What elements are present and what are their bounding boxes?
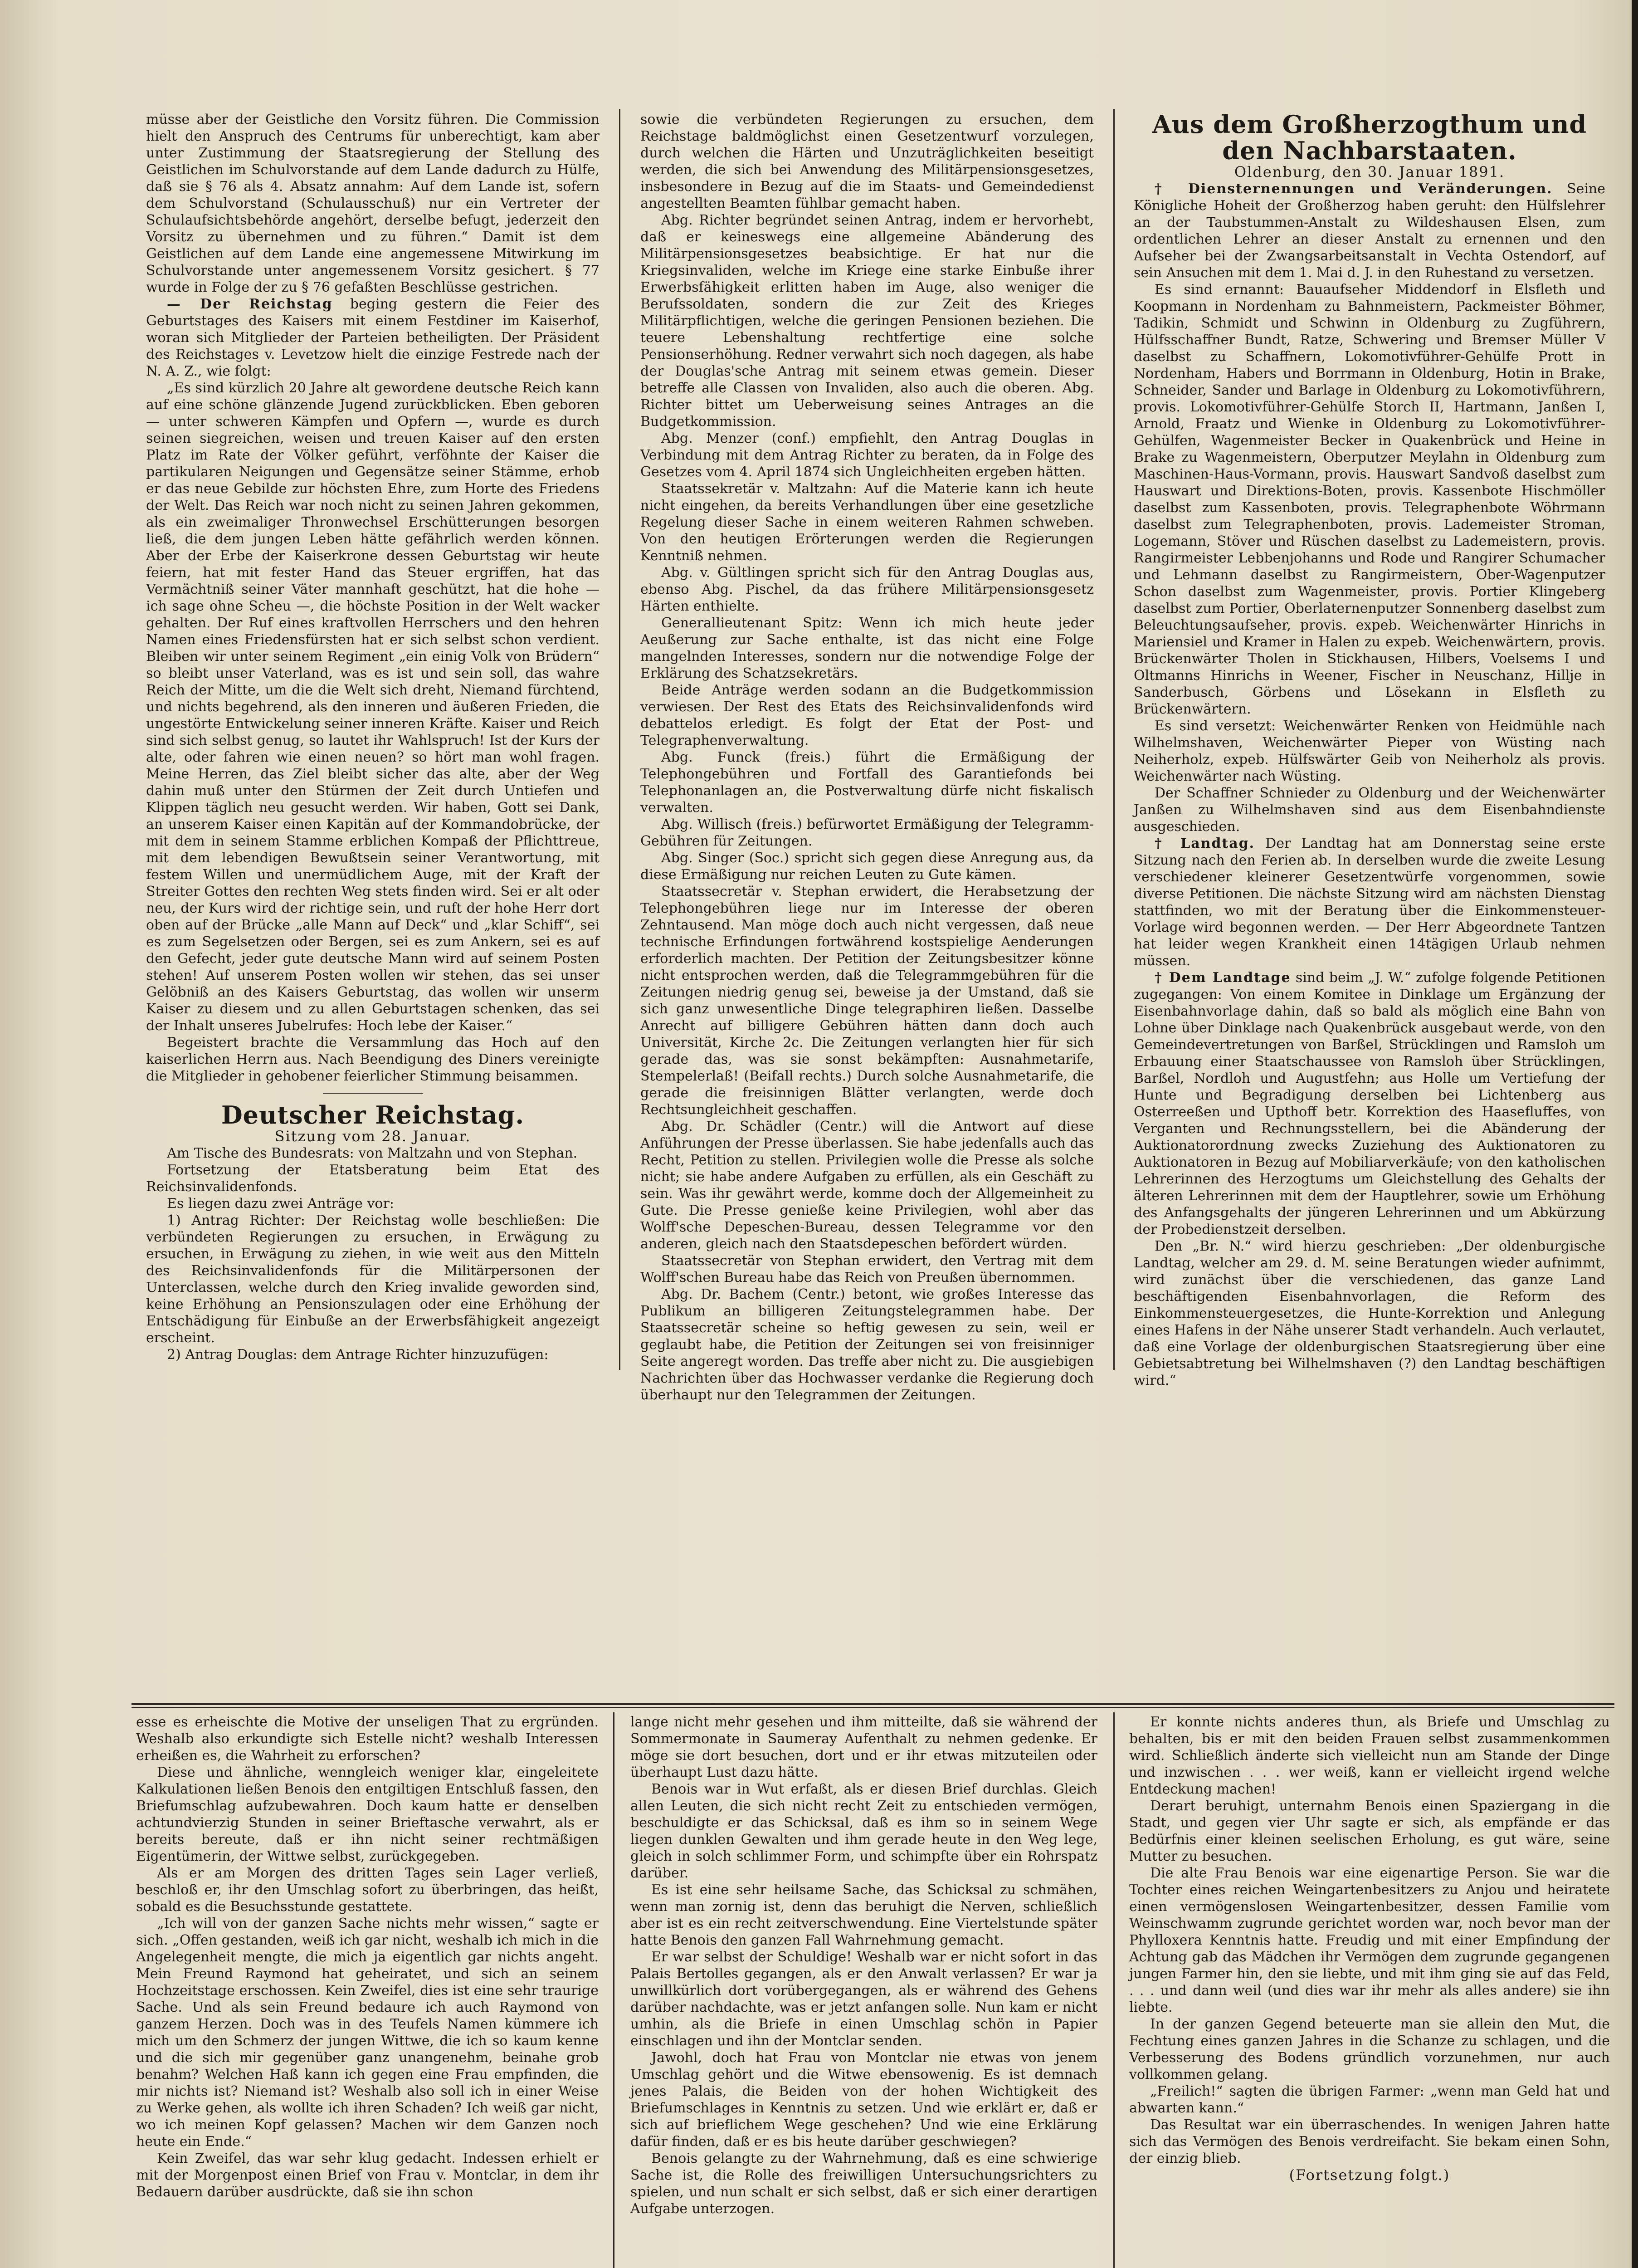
- section-lead: † Landtag.: [1155, 836, 1255, 851]
- paragraph: Jawohl, doch hat Frau von Montclar nie etwas von jenem Umschlag gehört und die Witwe ebensowenig. Es ist demnach jenes Palais, die Beiden von der hohen Wichtigkeit des Briefumschlages in Kenntnis zu setzen. Und wie erklärt er, daß er sich auf brieflichem Wege geschehen? Und wie eine Erklärung dafür finden, daß er es bis heute darüber geschwiegen?: [630, 2050, 1097, 2150]
- paragraph: Abg. Dr. Schädler (Centr.) will die Antwort auf diese Anführungen der Presse überlassen. Sie habe jedenfalls auch das Recht, Petition zu stellen. Privilegien wolle die Presse als solche nicht; sie habe andere Aufgaben zu erfüllen, als ein Geschäft zu sein. Was ihr gewährt werde, komme doch der Allgemeinheit zu Gute. Die Presse genieße keine Privilegien, wohl aber das Wolff'sche Depeschen-Bureau, dessen Telegramme vor den anderen, gleich nach den Staatsdepeschen befördert würden.: [640, 1119, 1094, 1252]
- paragraph: Als er am Morgen des dritten Tages sein Lager verließ, beschloß er, ihr den Umschlag sofort zu überbringen, das heißt, sobald es die Besuchsstunde gestattete.: [136, 1865, 599, 1915]
- column-rule: [613, 1712, 614, 2268]
- paragraph: Abg. Richter begründet seinen Antrag, indem er hervorhebt, daß er keineswegs eine allgemeine Abänderung des Militärpensionsgesetzes beabsichtige. Er hat nur die Kriegsinvaliden, welche im Kriege eine starke Einbuße ihrer Erwerbsfähigkeit erlitten haben im Auge, also weniger die Berufssoldaten, sondern die zur Zeit des Krieges Militärpflichtigen, welche die geringen Pensionen beziehen. Die teuere Lebenshaltung rechtfertige eine solche Pensionserhöhung. Redner verwahrt sich noch dagegen, als habe der Douglas'sche Antrag mit seinem etwas gemein. Dieser betreffe alle Classen von Invaliden, also auch die oberen. Abg. Richter bittet um Ueberweisung seines Antrages an die Budgetkommission.: [640, 212, 1094, 430]
- paragraph: 1) Antrag Richter: Der Reichstag wolle beschließen: Die verbündeten Regierungen zu ersuchen, in Erwägung zu ersuchen, in Erwägung zu ziehen, in wie weit aus den Mitteln des Reichsinvalidenfonds für die Militärpersonen der Unterclassen, welche durch den Krieg invalide geworden sind, keine Erhöhung an Pensionszulagen oder eine Erhöhung der Entschädigung für Einbuße an der Erwerbsfähigkeit angezeigt erscheint.: [146, 1212, 600, 1346]
- paragraph: Diese und ähnliche, wenngleich weniger klar, eingeleitete Kalkulationen ließen Benois den entgiltigen Entschluß fassen, den Briefumschlag aufzubewahren. Doch kaum hatte er denselben achtundvierzig Stunden in seiner Brieftasche verwahrt, als er bereits bereute, daß er ihn nicht seiner rechtmäßigen Eigentümerin, der Wittwe selbst, zurückgegeben.: [136, 1765, 599, 1864]
- feuilleton-rule: [132, 1703, 1614, 1708]
- paragraph: Der Schaffner Schnieder zu Oldenburg und der Weichenwärter Janßen zu Wilhelmshaven sind aus dem Eisenbahndienste ausgeschieden.: [1134, 785, 1605, 835]
- sitting-date: Sitzung vom 28. Januar.: [274, 1128, 471, 1145]
- paragraph: In der ganzen Gegend beteuerte man sie allein den Mut, die Fechtung eines ganzen Jahres in die Schanze zu schlagen, und die Verbesserung des Bodens gründlich vorzunehmen, nur auch vollkommen gelang.: [1129, 2016, 1610, 2082]
- continuation-note: (Fortsetzung folgt.): [1289, 2166, 1450, 2184]
- paragraph: Staatssecretär v. Stephan erwidert, die Herabsetzung der Telephongebühren liege nur im Interesse der oberen Zehntausend. Man möge doch auch nicht vergessen, daß neue technische Erfindungen fortwährend kostspielige Aenderungen erforderlich machten. Der Petition der Zeitungsbesitzer könne nicht entsprochen werden, daß die Telegrammgebühren für die Zeitungen niedrig genug sei, beweise ja der Umstand, daß sie sich ganz unwesentliche Dinge telegraphiren ließen. Dasselbe Anrecht auf billigere Gebühren hätten dann doch auch Universität, Kirche 2c. Die Zeitungen verlangten hier für sich gerade das, was sie sonst bekämpften: Ausnahmetarife, Stempelerlaß! (Beifall rechts.) Durch solche Ausnahmetarife, die gerade die freisinnigen Blätter verlangten, werde doch Rechtsungleichheit geschaffen.: [640, 884, 1094, 1118]
- paragraph-text: Der Landtag hat am Donnerstag seine erste Sitzung nach den Ferien ab. In derselben wurde die zweite Lesung verschiedener kleinerer Gesetzentwürfe vorgenommen, sowie diverse Petitionen. Die nächste Sitzung wird am nächsten Dienstag stattfinden, wo mit der Beratung über die Einkommensteuer-Vorlage wird begonnen werden. — Der Herr Abgeordnete Tantzen hat leider wegen Krankheit einen 14tägigen Urlaub nehmen müssen.: [1134, 836, 1605, 969]
- paragraph: Die alte Frau Benois war eine eigenartige Person. Sie war die Tochter eines reichen Weingartenbesitzers zu Anjou und heiratete einen vermögenslosen Weingartenbesitzer, dessen Familie vom Weinschwamm zugrunde gerichtet worden war, noch bevor man der Phylloxera Kenntnis hatte. Freudig und mit einer Empfindung der Achtung gab das Mädchen ihr Vermögen dem zugrunde gegangenen jungen Farmer hin, den sie liebte, und mit ihm ging sie auf das Feld, . . . und dann weil (und dies war ihr mehr als alles andere) sie ihn liebte.: [1129, 1865, 1610, 2015]
- paragraph: Kein Zweifel, das war sehr klug gedacht. Indessen erhielt er mit der Morgenpost einen Brief von Frau v. Montclar, in dem ihr Bedauern darüber ausdrückte, daß sie ihn schon: [136, 2151, 599, 2200]
- column-right: [1134, 110, 1606, 1388]
- paragraph: Staatssekretär v. Maltzahn: Auf die Materie kann ich heute nicht eingehen, da bereits Verhandlungen über eine gesetzliche Regelung dieser Sache in einem weiteren Rahmen schweben. Von den heutigen Erörterungen werden die Regierungen Kenntniß nehmen.: [640, 481, 1094, 564]
- section-title: Aus dem Großherzogthum und den Nachbarstaaten.: [1152, 110, 1587, 165]
- paragraph: „Es sind kürzlich 20 Jahre alt gewordene deutsche Reich kann auf eine schöne glänzende Jugend zurückblicken. Eben geboren — unter schweren Kämpfen und Opfern —, wurde es durch seinen siegreichen, weisen und treuen Kaiser auf den ersten Platz im Rate der Völker geführt, verföhnte der Kaiser die partikularen Neigungen und Gegensätze seiner Stämme, erhob er das neue Gebilde zur höchsten Ehre, zum Horte des Friedens der Welt. Das Reich war noch nicht zu seinen Jahren gekommen, als ein zweimaliger Thronwechsel Erschütterungen besorgen ließ, die dem jungen Leben hätte gefährlich werden können. Aber der Erbe der Kaiserkrone dessen Geburtstag wir heute feiern, hat mit fester Hand das Steuer ergriffen, hat das Vermächtniß seiner Väter mannhaft geschützt, hat die hohe — ich sage ohne Scheu —, die höchste Position in der Welt wacker gehalten. Der Ruf eines kraftvollen Herrschers und den hehren Namen eines Friedensfürsten hat er sich selbst schon verdient. Bleiben wir unter seinem Regiment „ein einig Volk von Brüdern“ so bleibt unser Vaterland, was es ist und sein soll, das wahre Reich der Mitte, um die die Welt sich dreht, Niemand fürchtend, und nichts begehrend, als den inneren und äußeren Frieden, die ungestörte Entwickelung seiner inneren Kräfte. Kaiser und Reich sind sich selbst genug, so lautet ihr Wahlspruch! Ist der Kurs der alte, oder fahren wie einen neuen? so hört man wohl fragen. Meine Herren, das Ziel bleibt sicher das alte, aber der Weg dahin muß unter den Stürmen der Zeit durch Untiefen und Klippen täglich neu gesucht werden. Wir haben, Gott sei Dank, an unserem Kaiser einen Kapitän auf der Kommandobrücke, der mit dem in seinem Stamme erblichen Kompaß der Pflichttreue, mit dem lebendigen Bewußtsein seiner Verantwortung, mit festem Willen und unermüdlichem Auge, mit der Kraft der Streiter Gottes den rechten Weg stets finden wird. Sei er alt oder neu, der Kurs wird der richtige sein, und ruft der hohe Herr dort oben auf der Brücke „alle Mann auf Deck“ und „klar Schiff“, sei es zum Segelsetzen oder Bergen, sei es zum Ankern, sei es auf den Gefecht, jeder gute deutsche Mann wird auf seinem Posten stehen! Auf unserem Posten wollen wir stehen, das sei unser Gelöbniß an des Kaisers Geburtstag, das wollen wir unserm Kaiser zu diesem und zu allen Geburtstagen schenken, das sei der Inhalt unseres Jubelrufes: Hoch lebe der Kaiser.“: [146, 380, 600, 1034]
- paragraph: Generallieutenant Spitz: Wenn ich mich heute jeder Aeußerung zur Sache enthalte, ist das nicht eine Folge mangelnden Interesses, sondern nur die notwendige Folge der Erklärung des Schatzsekretärs.: [640, 615, 1094, 681]
- section-title: Deutscher Reichstag.: [221, 1100, 525, 1129]
- paragraph: Benois war in Wut erfaßt, als er diesen Brief durchlas. Gleich allen Leuten, die sich nicht recht Zeit zu entschieden vermögen, beschuldigte er das Schicksal, daß es ihm so in seinem Wege liegen dunklen Gewalten und ihm gerade heute in den Weg lege, gleich in solch schlimmer Form, und schimpfte über ein Rohrspatz darüber.: [630, 1781, 1097, 1881]
- paragraph: Abg. Dr. Bachem (Centr.) betont, wie großes Interesse das Publikum an billigeren Zeitungstelegrammen habe. Der Staatssecretär scheine so heftig gewesen zu sein, weil er geglaubt habe, die Petition der Zeitungen sei von freisinniger Seite angeregt worden. Das treffe aber nicht zu. Die ausgiebigen Nachrichten über das Hochwasser verdanke die Regierung doch überhaupt nur den Telegrammen der Zeitungen.: [640, 1286, 1094, 1403]
- paragraph-text: beging gestern die Feier des Geburtstages des Kaisers mit einem Festdiner im Kaiserhof, woran sich Mitglieder der Parteien betheiligten. Der Präsident des Reichstages v. Levetzow hielt die einzige Festrede nach der N. A. Z., wie folgt:: [146, 296, 600, 379]
- paragraph: Es ist eine sehr heilsame Sache, das Schicksal zu schmähen, wenn man zornig ist, denn das beruhigt die Nerven, schließlich aber ist es ein recht zeitverschwendung. Eine Viertelstunde später hatte Benois den ganzen Fall Wahrnehmung gemacht.: [630, 1882, 1097, 1948]
- paragraph: sowie die verbündeten Regierungen zu ersuchen, dem Reichstage baldmöglichst einen Gesetzentwurf vorzulegen, durch welchen die Härten und Unzuträglichkeiten beseitigt werden, die sich bei Anwendung des Militärpensionsgesetzes, insbesondere in Bezug auf die im Staats- und Gemeindedienst angestellten Beamten fühlbar gemacht haben.: [640, 112, 1094, 211]
- paragraph: [146, 296, 600, 380]
- paragraph: lange nicht mehr gesehen und ihm mitteilte, daß sie während der Sommermonate in Saumeray Aufenthalt zu nehmen gedenke. Er möge sie dort besuchen, dort und er ihr etwas mitzuteilen oder überhaupt Lust dazu hätte.: [630, 1714, 1097, 1780]
- divider: [323, 1093, 423, 1094]
- paragraph: esse es erheischte die Motive der unseligen That zu ergründen. Weshalb also erkundigte sich Estelle nicht? weshalb Interessen erheißen es, die Wahrheit zu erforschen?: [136, 1714, 599, 1764]
- feuilleton-column-3: [1129, 1714, 1610, 2268]
- column-rule: [1113, 109, 1115, 1370]
- paragraph: Fortsetzung der Etatsberatung beim Etat des Reichsinvalidenfonds.: [146, 1162, 600, 1195]
- paragraph: Er war selbst der Schuldige! Weshalb war er nicht sofort in das Palais Bertolles gegangen, als er den Anwalt verlassen? Er war ja unwillkürlich dort vorübergegangen, als er während des Gehens darüber nachdachte, was er jetzt anfangen solle. Nun kam er nicht umhin, als die Briefe in einen Umschlag schön in Papier einschlagen und ihn der Montclar senden.: [630, 1949, 1097, 2049]
- section-lead: — Der Reichstag: [167, 296, 333, 312]
- paragraph-text: sind beim „J. W.“ zufolge folgende Petitionen zugegangen: Von einem Komitee in Dinklage um Ergänzung der Eisenbahnvorlage dahin, daß so bald als möglich eine Bahn von Lohne über Dinklage nach Quakenbrück ausgebaut werde, von den Gemeindevertretungen von Barßel, Strücklingen und Ramsloh um Erbauung einer Staatschaussee von Ramsloh über Strücklingen, Barßel, Nordloh und Augustfehn; aus Holle um Vertiefung der Hunte und Begradigung derselben bei Lichtenberg aus Osterreeßen und Upthoff betr. Korrektion des Haasefluffes, von Verganten und Rechnungsstellern, bei die Abänderung der Auktionatorordnung zwecks Zuziehung des Auktionatoren zu Auktionatoren in Bezug auf Mobiliarverkäufe; von den katholischen Lehrerinnen des Herzogtums um Gleichstellung des Gehalts der älteren Lehrerinnen mit dem der Hauptlehrer, sowie um Erhöhung des Anfangsgehalts der jüngeren Lehrerinnen und um Abkürzung der Probedienstzeit derselben.: [1134, 970, 1605, 1237]
- paragraph: „Freilich!“ sagten die übrigen Farmer: „wenn man Geld hat und abwarten kann.“: [1129, 2083, 1610, 2116]
- column-rule: [619, 109, 620, 1370]
- section-lead: † Dem Landtage: [1155, 970, 1291, 986]
- feuilleton-column-2: [630, 1714, 1097, 2268]
- paragraph: Derart beruhigt, unternahm Benois einen Spaziergang in die Stadt, und gegen vier Uhr sagte er sich, als empfände er das Bedürfnis einer kleinen seelischen Erholung, es gut wäre, seine Mutter zu besuchen.: [1129, 1798, 1610, 1864]
- paragraph: Staatssecretär von Stephan erwidert, den Vertrag mit dem Wolff'schen Bureau habe das Reich von Preußen übernommen.: [640, 1253, 1094, 1286]
- paragraph: Abg. Funck (freis.) führt die Ermäßigung der Telephongebühren und Fortfall des Garantiefonds bei Telephonanlagen an, die Postverwaltung dürfe nicht fiskalisch verwalten.: [640, 749, 1094, 816]
- paragraph: 2) Antrag Douglas: dem Antrage Richter hinzuzufügen:: [167, 1347, 549, 1363]
- paragraph: „Ich will von der ganzen Sache nichts mehr wissen,“ sagte er sich. „Offen gestanden, weiß ich gar nicht, weshalb ich mich in die Angelegenheit mengte, die mich ja eigentlich gar nichts angeht. Mein Freund Raymond hat geheiratet, und sich an seinem Hochzeitstage erschossen. Kein Zweifel, dies ist eine sehr traurige Sache. Und als sein Freund bedaure ich auch Raymond von ganzem Herzen. Doch was in des Teufels Namen kümmere ich mich um den Schmerz der jungen Wittwe, die ich so kaum kenne und die sich mir gegenüber ganz unangenehm, beinahe grob benahm? Welchen Haß kann ich gegen eine Frau empfinden, die mir nichts ist? Niemand ist? Weshalb also soll ich in einer Weise zu Werke gehen, als wollte ich ihren Schaden? Ich weiß gar nicht, wo ich meinen Kopf gelassen? Machen wir dem Ganzen noch heute ein Ende.“: [136, 1916, 599, 2150]
- paragraph: Abg. Menzer (conf.) empfiehlt, den Antrag Douglas in Verbindung mit dem Antrag Richter zu beraten, da in Folge des Gesetzes vom 4. April 1874 sich Ungleichheiten ergeben hätten.: [640, 430, 1094, 480]
- paragraph: Am Tische des Bundesrats: von Maltzahn und von Stephan.: [167, 1145, 578, 1161]
- paragraph-text: Seine Königliche Hoheit der Großherzog haben geruht: den Hülfslehrer an der Taubstummen-Anstalt zu Wildeshausen Elsen, zum ordentlichen Lehrer an dieser Anstalt zu ernennen und den Aufseher bei der Zwangsarbeitsanstalt in Vechta Ostendorf, auf sein Ansuchen mit dem 1. Mai d. J. in den Ruhestand zu versetzen.: [1134, 181, 1605, 281]
- column-rule: [1113, 1712, 1115, 2268]
- column-left: [146, 111, 600, 1363]
- dateline: Oldenburg, den 30. Januar 1891.: [1234, 163, 1505, 181]
- feuilleton-column-1: [136, 1714, 599, 2268]
- paragraph: Abg. Singer (Soc.) spricht sich gegen diese Anregung aus, da diese Ermäßigung nur reichen Leuten zu Gute kämen.: [640, 850, 1094, 883]
- paragraph: Beide Anträge werden sodann an die Budgetkommission verwiesen. Der Rest des Etats des Reichsinvalidenfonds wird debattelos erledigt. Es folgt der Etat der Post- und Telegraphenverwaltung.: [640, 682, 1094, 748]
- paragraph: Er konnte nichts anderes thun, als Briefe und Umschlag zu behalten, bis er mit den beiden Frauen selbst zusammenkommen wird. Schließlich änderte sich vielleicht nun am Stande der Dinge und inzwischen . . . wer weiß, kann er vielleicht irgend welche Entdeckung machen!: [1129, 1714, 1610, 1797]
- paragraph: [1134, 969, 1605, 1238]
- paragraph: [1134, 181, 1605, 281]
- paragraph: müsse aber der Geistliche den Vorsitz führen. Die Commission hielt den Anspruch des Centrums für unberechtigt, kam aber unter Zustimmung der Staatsregierung der Stellung des Geistlichen im Schulvorstande auf dem Lande dadurch zu Hülfe, daß sie § 76 als 4. Absatz annahm: Auf dem Lande ist, sofern dem Schulvorstand (Schulausschuß) nur ein Vertreter der Schulaufsichtsbehörde angehört, derselbe befugt, jederzeit den Vorsitz zu übernehmen und zu führen.“ Damit ist dem Geistlichen auf dem Lande eine angemessene Mitwirkung im Schulvorstande unter angemessenem Vorsitz gesichert. § 77 wurde in Folge der zu § 76 gefaßten Beschlüsse gestrichen.: [146, 112, 600, 295]
- section-lead: † Diensternennungen und Veränderungen.: [1155, 181, 1553, 197]
- column-middle: [640, 111, 1094, 1403]
- paragraph: Es sind versetzt: Weichenwärter Renken von Heidmühle nach Wilhelmshaven, Weichenwärter Pieper von Wüsting nach Neiherholz, expeb. Hülfswärter Geib von Neiherholz als provis. Weichenwärter nach Wüsting.: [1134, 718, 1605, 784]
- paragraph: Abg. v. Gültlingen spricht sich für den Antrag Douglas aus, ebenso Abg. Pischel, da das frühere Militärpensionsgesetz Härten enthielte.: [640, 565, 1094, 614]
- paragraph: Es liegen dazu zwei Anträge vor:: [167, 1196, 394, 1212]
- paragraph: Es sind ernannt: Bauaufseher Middendorf in Elsfleth und Koopmann in Nordenham zu Bahnmeistern, Packmeister Böhmer, Tadikin, Schmidt und Schwinn in Oldenburg zu Zugführern, Hülfsschaffner Bundt, Ratze, Schwering und Bremser Müller V daselbst zu Schaffnern, Lokomotivführer-Gehülfe Prott in Nordenham, Habers und Borrmann in Oldenburg, Hotin in Brake, Schneider, Sander und Barlage in Oldenburg zu Lokomotivführern, provis. Lokomotivführer-Gehülfe Storch II, Hartmann, Janßen I, Arnold, Fraatz und Wienke in Oldenburg zu Lokomotivführer-Gehülfen, Wagenmeister Becker in Quakenbrück und Heine in Brake zu Wagenmeistern, Oberputzer Meylahn in Oldenburg zum Maschinen-Haus-Vormann, provis. Hauswart Sandvoß daselbst zum Hauswart und Direktions-Boten, provis. Kassenbote Hischmöller daselbst zum Kassenboten, provis. Telegraphenbote Wöhrmann daselbst zum Telegraphenboten, provis. Lademeister Stroman, Logemann, Stöver und Rüschen daselbst zu Lademeistern, provis. Rangirmeister Lebbenjohanns und Rode und Rangirer Schumacher und Lehmann daselbst zu Rangirmeistern, Ober-Wagenputzer Schon daselbst zum Wagenmeister, provis. Portier Klingeberg daselbst zum Portier, Oberlaternenputzer Sonnenberg daselbst zum Beleuchtungsaufseher, provis. expeb. Weichenwärter Hinrichs in Mariensiel und Kramer in Halen zu expeb. Weichenwärtern, provis. Brückenwärter Tholen in Stickhausen, Hilbers, Voelsems I und Oltmanns Hinrichs in Weener, Fischer in Neuschanz, Hillje in Sanderbusch, Görbens und Lösekann in Elsfleth zu Brückenwärtern.: [1134, 282, 1605, 717]
- paragraph: Den „Br. N.“ wird hierzu geschrieben: „Der oldenburgische Landtag, welcher am 29. d. M. seine Beratungen wieder aufnimmt, wird zunächst über die verschiedenen, das ganze Land beschäftigenden Eisenbahnvorlagen, die Reform des Einkommensteuergesetzes, die Hunte-Korrektion und Anlegung eines Hafens in der Nähe unserer Stadt verhandeln. Auch verlautet, daß eine Vorlage der oldenburgischen Staatsregierung über eine Gebietsabtretung bei Wilhelmshaven (?) den Landtag beschäftigen wird.“: [1134, 1238, 1606, 1388]
- paragraph: Das Resultat war ein überraschendes. In wenigen Jahren hatte sich das Vermögen des Benois verdreifacht. Sie bekam einen Sohn, der einzig blieb.: [1129, 2117, 1610, 2166]
- page-edge-shadow: [1632, 0, 1638, 2268]
- paragraph: [1134, 835, 1605, 969]
- paragraph: Begeistert brachte die Versammlung das Hoch auf den kaiserlichen Herrn aus. Nach Beendigung des Diners vereinigte die Mitglieder in gehobener feierlicher Stimmung beisammen.: [146, 1035, 600, 1084]
- paragraph: Benois gelangte zu der Wahrnehmung, daß es eine schwierige Sache ist, die Rolle des freiwilligen Untersuchungsrichters zu spielen, und nun schalt er sich selbst, daß er sich einer derartigen Aufgabe unterzogen.: [630, 2151, 1097, 2217]
- paragraph: Abg. Willisch (freis.) befürwortet Ermäßigung der Telegramm-Gebühren für Zeitungen.: [640, 816, 1094, 849]
